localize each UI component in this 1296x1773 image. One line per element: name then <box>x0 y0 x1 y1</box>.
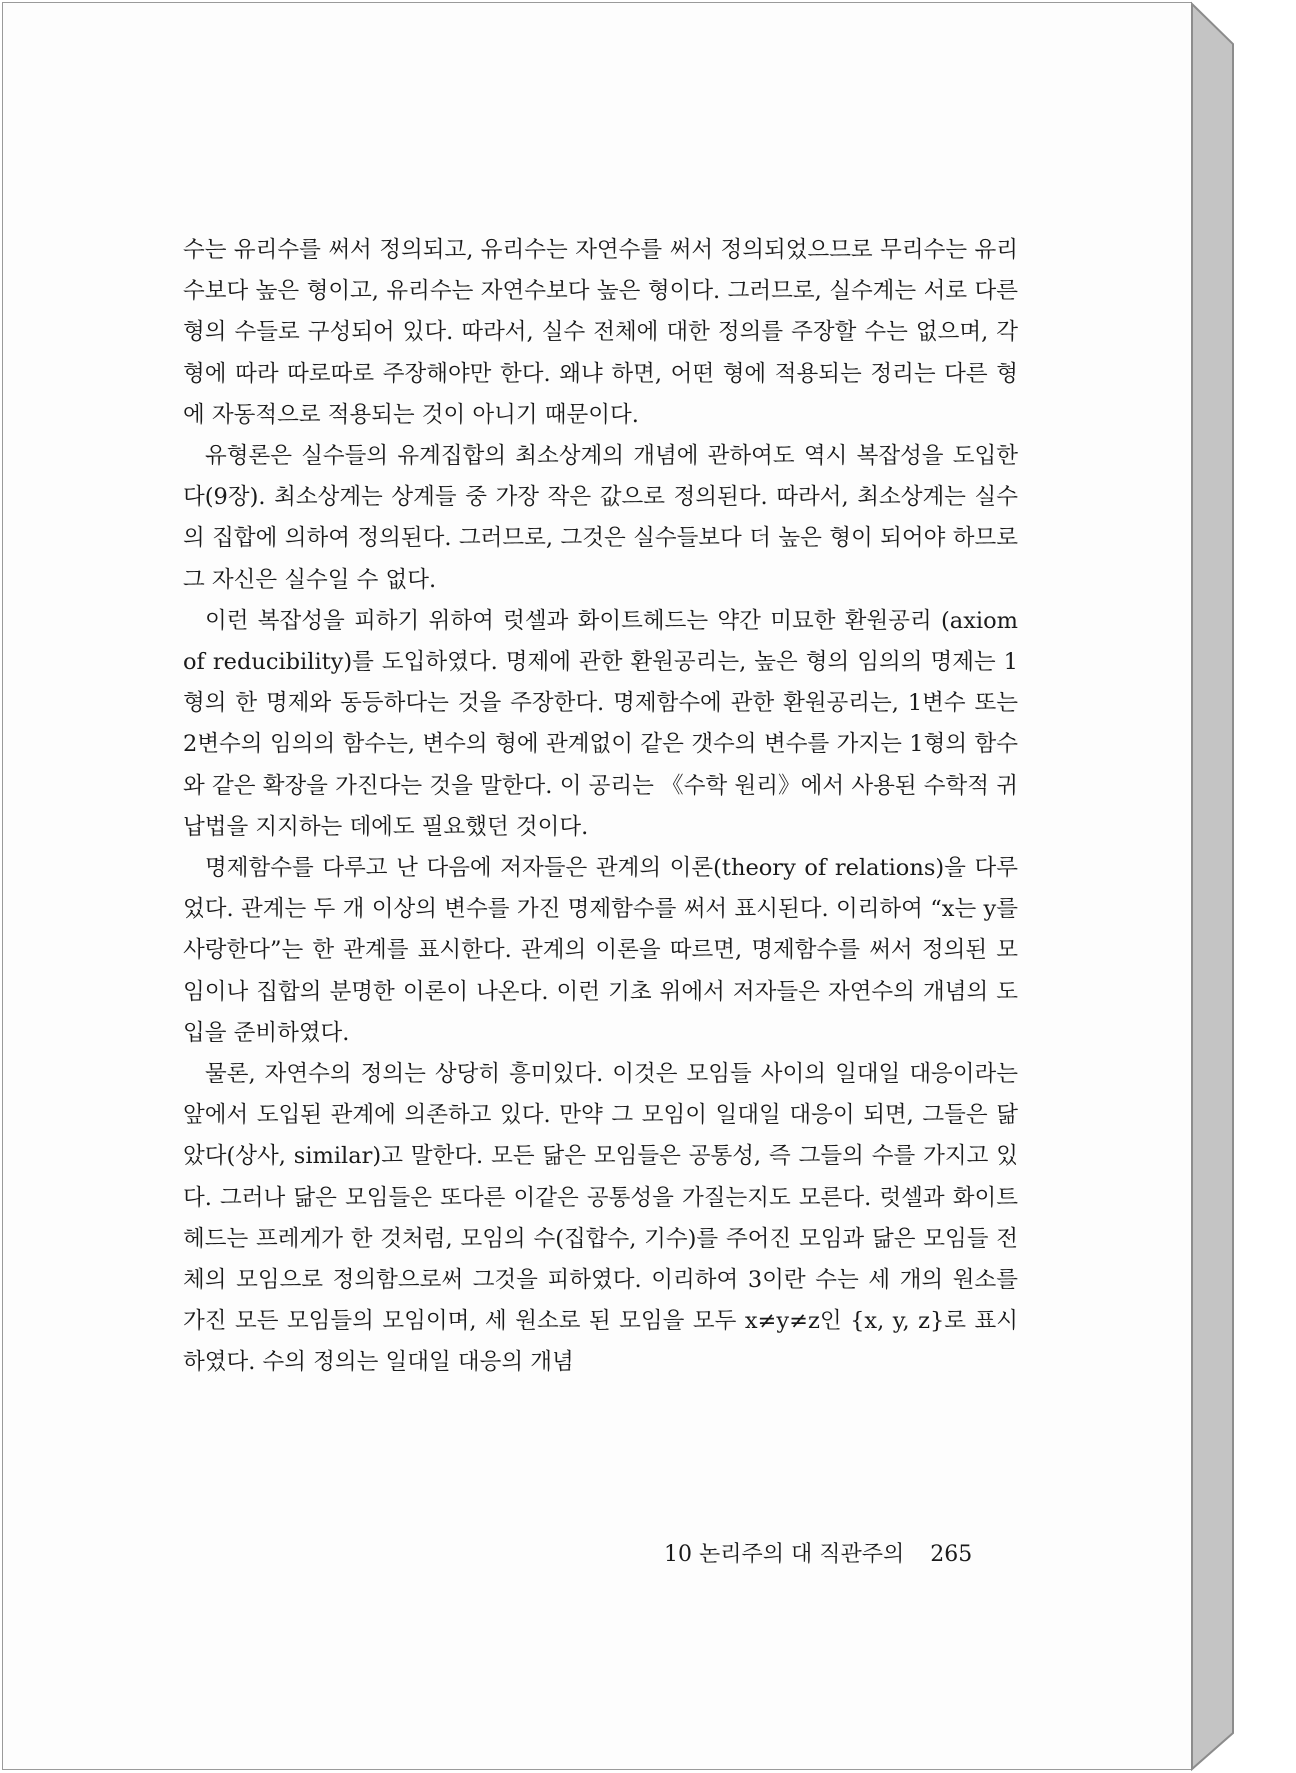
running-footer <box>664 1537 972 1568</box>
paragraph: 이런 복잡성을 피하기 위하여 럿셀과 화이트헤드는 약간 미묘한 환원공리 (axiom of reducibility)를 도입하였다. 명제에 관한 환원공리는, 높은 형의 임의의 명제는 1형의 한 명제와 동등하다는 것을 주장한다. 명제함수에 관한 환원공리는, 1변수 또는 2변수의 임의의 함수는, 변수의 형에 관계없이 같은 갯수의 변수를 가지는 1형의 함수와 같은 확장을 가진다는 것을 말한다. 이 공리는 《수학 원리》에서 사용된 수학적 귀납법을 지지하는 데에도 필요했던 것이다. <box>183 607 1018 840</box>
page-number: 265 <box>930 1542 973 1567</box>
paragraph: 물론, 자연수의 정의는 상당히 흥미있다. 이것은 모임들 사이의 일대일 대응이라는 앞에서 도입된 관계에 의존하고 있다. 만약 그 모임이 일대일 대응이 되면, 그들은 닮았다(상사, similar)고 말한다. 모든 닮은 모임들은 공통성, 즉 그들의 수를 가지고 있다. 그러나 닮은 모임들은 또다른 이같은 공통성을 가질는지도 모른다. 럿셀과 화이트헤드는 프레게가 한 것처럼, 모임의 수(집합수, 기수)를 주어진 모임과 닮은 모임들 전체의 모임으로 정의함으로써 그것을 피하였다. 이리하여 3이란 수는 세 개의 원소를 가진 모든 모임들의 모임이며, 세 원소로 된 모임을 모두 x≠y≠z인 {x, y, z}로 표시하였다. 수의 정의는 일대일 대응의 개념 <box>183 1061 1018 1376</box>
body-text <box>183 230 1018 1384</box>
footer-chapter-title: 10 논리주의 대 직관주의 <box>664 1542 905 1567</box>
paragraph: 명제함수를 다루고 난 다음에 저자들은 관계의 이론(theory of relations)을 다루었다. 관계는 두 개 이상의 변수를 가진 명제함수를 써서 표시된다. 이리하여 “x는 y를 사랑한다”는 한 관계를 표시한다. 관계의 이론을 따르면, 명제함수를 써서 정의된 모임이나 집합의 분명한 이론이 나온다. 이런 기초 위에서 저자들은 자연수의 개념의 도입을 준비하였다. <box>183 855 1018 1046</box>
paragraph: 수는 유리수를 써서 정의되고, 유리수는 자연수를 써서 정의되었으므로 무리수는 유리수보다 높은 형이고, 유리수는 자연수보다 높은 형이다. 그러므로, 실수계는 서로 다른 형의 수들로 구성되어 있다. 따라서, 실수 전체에 대한 정의를 주장할 수는 없으며, 각 형에 따라 따로따로 주장해야만 한다. 왜냐 하면, 어떤 형에 적용되는 정리는 다른 형에 자동적으로 적용되는 것이 아니기 때문이다. <box>183 237 1018 428</box>
paragraph: 유형론은 실수들의 유계집합의 최소상계의 개념에 관하여도 역시 복잡성을 도입한다(9장). 최소상계는 상계들 중 가장 작은 값으로 정의된다. 따라서, 최소상계는 실수의 집합에 의하여 정의된다. 그러므로, 그것은 실수들보다 더 높은 형이 되어야 하므로 그 자신은 실수일 수 없다. <box>183 443 1018 593</box>
